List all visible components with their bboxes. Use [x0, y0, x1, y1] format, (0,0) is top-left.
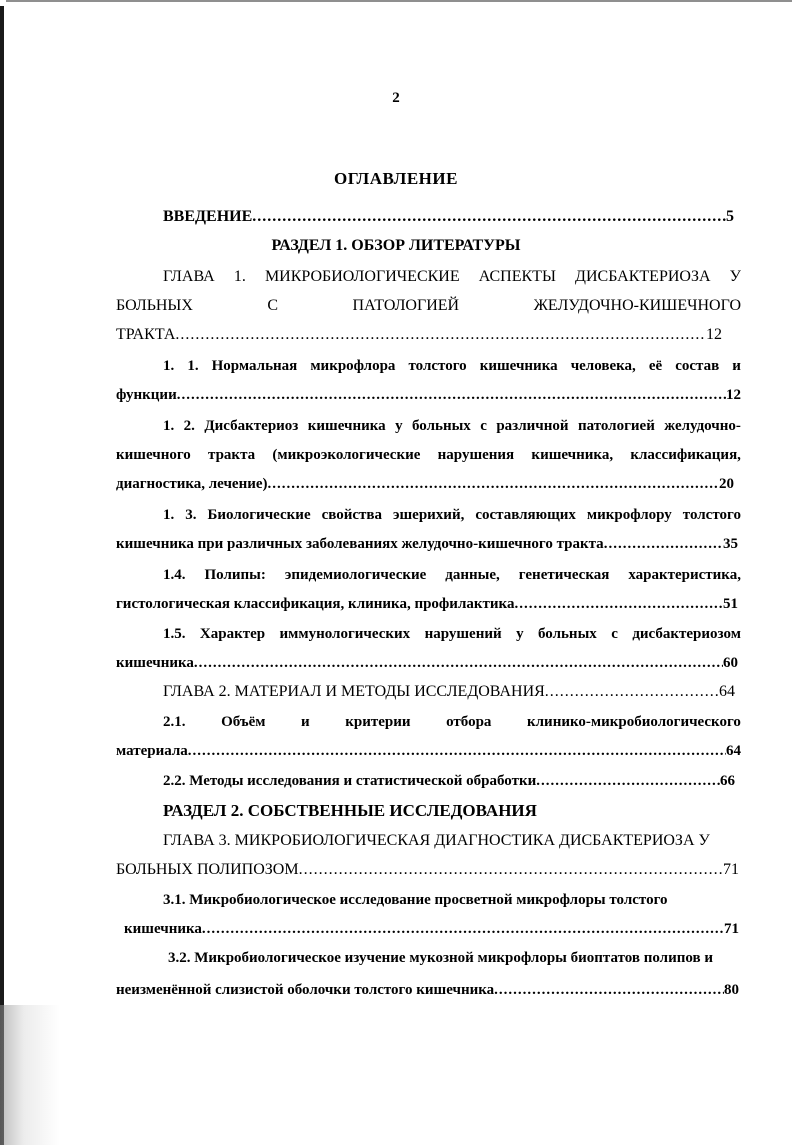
- word: ПАТОЛОГИЕЙ: [352, 297, 460, 314]
- toc-label: материала: [116, 743, 188, 759]
- word: Дисбактериоз: [204, 418, 299, 434]
- word: и: [732, 358, 741, 374]
- section-1-2-line2[interactable]: [116, 445, 741, 465]
- leader-dots: [545, 682, 719, 702]
- word: БОЛЬНЫХ: [116, 297, 193, 314]
- toc-entry-section-1-4[interactable]: [116, 594, 738, 614]
- word: ДИСБАКТЕРИОЗА: [575, 268, 711, 285]
- leader-dots: [188, 741, 726, 761]
- toc-page: 35: [723, 536, 738, 552]
- word: Нормальная: [211, 358, 298, 374]
- word: свойства: [321, 507, 383, 523]
- word: составляющих: [475, 507, 576, 523]
- scan-edge-top: [6, 0, 792, 2]
- word: кишечника: [307, 418, 386, 434]
- word: эпидемиологические: [284, 567, 427, 583]
- word: кишечника: [479, 358, 558, 374]
- word: данные,: [445, 567, 500, 583]
- word: У: [729, 268, 741, 285]
- word: нарушения: [437, 447, 515, 463]
- section-2-1-line1[interactable]: [163, 712, 741, 732]
- page-number: 2: [392, 90, 400, 106]
- toc-entry-intro[interactable]: [163, 207, 734, 227]
- section-2-heading: РАЗДЕЛ 2. СОБСТВЕННЫЕ ИССЛЕДОВАНИЯ: [163, 801, 537, 820]
- word: 2.1.: [163, 714, 186, 730]
- scan-shadow: [0, 1005, 60, 1145]
- word: 1.4.: [163, 567, 186, 583]
- word: толстого: [408, 358, 467, 374]
- toc-entry-section-2-2[interactable]: [163, 771, 735, 791]
- toc-entry-section-2-1[interactable]: [116, 741, 741, 761]
- word: дисбактериозом: [632, 626, 741, 642]
- word: микрофлору: [586, 507, 672, 523]
- word: АСПЕКТЫ: [478, 268, 556, 285]
- section-1-3-line1[interactable]: [163, 505, 741, 525]
- toc-page: 20: [719, 476, 734, 492]
- toc-page: 12: [726, 387, 741, 403]
- toc-page: 71: [724, 921, 739, 937]
- toc-title: ОГЛАВЛЕНИЕ: [334, 169, 458, 188]
- leader-dots: [494, 980, 724, 1000]
- leader-dots: [268, 474, 719, 494]
- section-1-2-line1[interactable]: [163, 416, 741, 436]
- toc-page: 60: [723, 655, 738, 671]
- toc-label: функции: [116, 387, 177, 403]
- word: тракта: [208, 447, 256, 463]
- word: 3.: [185, 507, 197, 523]
- section-1-1-line1[interactable]: [163, 356, 741, 376]
- toc-entry-section-1-5[interactable]: [116, 653, 738, 673]
- word: толстого: [682, 507, 741, 523]
- word: С: [267, 297, 279, 314]
- chapter-1-line1[interactable]: [163, 267, 741, 287]
- word: больных: [537, 626, 597, 642]
- word: критерии: [345, 714, 411, 730]
- word: 1.: [163, 507, 175, 523]
- word: нарушений: [424, 626, 502, 642]
- word: иммунологических: [279, 626, 411, 642]
- word: человека,: [570, 358, 636, 374]
- word: генетическая: [518, 567, 610, 583]
- toc-label: БОЛЬНЫХ ПОЛИПОЗОМ: [116, 861, 299, 878]
- toc-entry-section-1-3[interactable]: [116, 534, 738, 554]
- word: 2.: [183, 418, 195, 434]
- word: и: [301, 714, 310, 730]
- toc-entry-section-3-2[interactable]: [116, 980, 739, 1000]
- word: 1.: [163, 418, 175, 434]
- toc-entry-chapter-2[interactable]: [163, 682, 735, 702]
- word: у: [516, 626, 524, 642]
- word: с: [611, 626, 618, 642]
- toc-entry-chapter-3[interactable]: [116, 860, 739, 880]
- section-1-heading: РАЗДЕЛ 1. ОБЗОР ЛИТЕРАТУРЫ: [271, 237, 521, 254]
- word: (микроэкологические: [272, 447, 421, 463]
- toc-page: 12: [706, 326, 722, 343]
- toc-label: кишечника: [124, 921, 202, 937]
- leader-dots: [194, 653, 723, 673]
- toc-entry-section-1-2[interactable]: [116, 474, 734, 494]
- toc-label: 2.2. Методы исследования и статистической обработки: [163, 773, 537, 789]
- word: состав: [675, 358, 720, 374]
- word: желудочно-: [664, 418, 741, 434]
- section-3-1-line1[interactable]: 3.1. Микробиологическое исследование просветной микрофлоры толстого: [163, 892, 668, 908]
- chapter-1-line2[interactable]: [116, 296, 741, 316]
- word: классификация,: [630, 447, 741, 463]
- word: Характер: [199, 626, 266, 642]
- chapter-3-line1[interactable]: ГЛАВА 3. МИКРОБИОЛОГИЧЕСКАЯ ДИАГНОСТИКА ДИСБАКТЕРИОЗА У: [163, 832, 710, 849]
- word: Биологические: [207, 507, 311, 523]
- toc-label: диагностика, лечение): [116, 476, 268, 492]
- word: ГЛАВА: [163, 268, 215, 285]
- toc-entry-section-3-1[interactable]: [124, 919, 739, 939]
- word: Полипы:: [204, 567, 266, 583]
- word: микрофлора: [310, 358, 396, 374]
- toc-page: 64: [719, 683, 735, 700]
- toc-label: кишечника: [116, 655, 194, 671]
- leader-dots: [175, 325, 706, 345]
- toc-entry-section-1-1[interactable]: [116, 385, 741, 405]
- toc-page: 66: [720, 773, 735, 789]
- word: характеристика,: [628, 567, 741, 583]
- toc-label: неизменённой слизистой оболочки толстого кишечника: [116, 982, 495, 998]
- leader-dots: [604, 534, 723, 554]
- toc-page: 5: [726, 208, 734, 225]
- leader-dots: [299, 860, 723, 880]
- word: 1.5.: [163, 626, 186, 642]
- word: кишечного: [116, 447, 191, 463]
- section-1-4-line1[interactable]: [163, 565, 741, 585]
- word: с: [480, 418, 487, 434]
- word: 1.: [187, 358, 199, 374]
- word: различной: [496, 418, 569, 434]
- toc-entry-chapter-1[interactable]: [116, 325, 722, 345]
- section-1-5-line1[interactable]: [163, 624, 741, 644]
- word: патологией: [577, 418, 655, 434]
- leader-dots: [536, 771, 720, 791]
- toc-label: кишечника при различных заболеваниях желудочно-кишечного тракта: [116, 536, 604, 552]
- word: отбора: [446, 714, 492, 730]
- word: её: [648, 358, 663, 374]
- toc-label: ТРАКТА: [116, 326, 176, 343]
- word: 1.: [163, 358, 175, 374]
- word: кишечника,: [531, 447, 614, 463]
- toc-page: 80: [724, 982, 739, 998]
- word: ЖЕЛУДОЧНО-КИШЕЧНОГО: [533, 297, 741, 314]
- leader-dots: [252, 207, 726, 227]
- word: МИКРОБИОЛОГИЧЕСКИЕ: [264, 268, 460, 285]
- word: клинико-микробиологического: [527, 714, 741, 730]
- toc-page: 64: [726, 743, 741, 759]
- word: у: [395, 418, 403, 434]
- word: 1.: [233, 268, 246, 285]
- word: эшерихий,: [393, 507, 465, 523]
- toc-page: 51: [723, 596, 738, 612]
- toc-label: ВВЕДЕНИЕ: [163, 208, 253, 225]
- leader-dots: [514, 594, 723, 614]
- word: Объём: [221, 714, 266, 730]
- toc-label: ГЛАВА 2. МАТЕРИАЛ И МЕТОДЫ ИССЛЕДОВАНИЯ: [163, 683, 545, 700]
- toc-label: гистологическая классификация, клиника, профилактика: [116, 596, 515, 612]
- leader-dots: [177, 385, 726, 405]
- word: больных: [412, 418, 471, 434]
- section-3-2-line1[interactable]: 3.2. Микробиологическое изучение мукозной микрофлоры биоптатов полипов и: [168, 950, 713, 966]
- leader-dots: [202, 919, 724, 939]
- toc-page: 71: [723, 861, 739, 878]
